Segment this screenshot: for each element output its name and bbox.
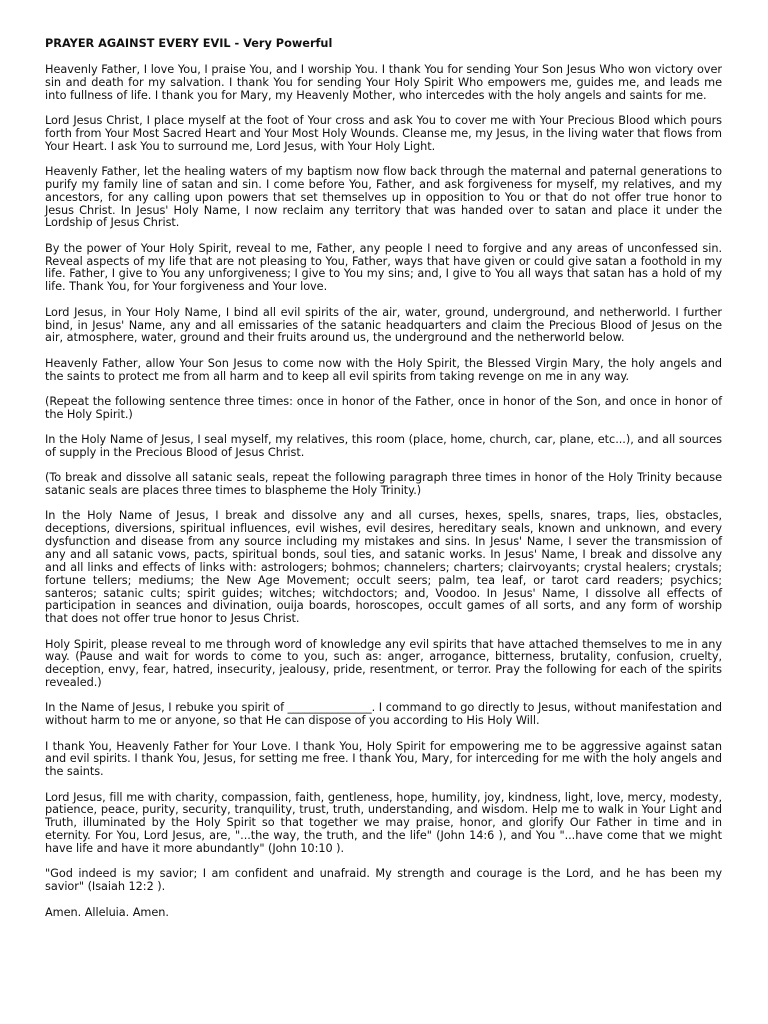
paragraph-instruction-repeat: (Repeat the following sentence three times: once in honor of the Father, once in honor of the Son, and once in honor of the Holy Spirit.)	[45, 394, 722, 421]
document-page	[45, 37, 722, 919]
paragraph-seal: In the Holy Name of Jesus, I seal myself, my relatives, this room (place, home, church, car, plane, etc...), and all sources of supply in the Precious Blood of Jesus Christ.	[45, 433, 722, 459]
paragraph-baptism-generations: Heavenly Father, let the healing waters of my baptism now flow back through the maternal and paternal generations to purify my family line of satan and sin. I come before You, Father, and ask forgiveness for myself, my relatives, and my ancestors, for any calling upon powers that set themselves up in opposition to You or that do not offer true honor to Jesus Christ. In Jesus' Holy Name, I now reclaim any territory that was handed over to satan and place it under the Lordship of Jesus Christ.	[45, 165, 722, 230]
paragraph-binding: Lord Jesus, in Your Holy Name, I bind all evil spirits of the air, water, ground, underground, and netherworld. I further bind, in Jesus' Name, any and all emissaries of the satanic headquarters and claim the Precious Blood of Jesus on the air, atmosphere, water, ground and their fruits around us, the underground and the netherworld below.	[45, 305, 722, 345]
paragraph-instruction-seals: (To break and dissolve all satanic seals, repeat the following paragraph three times in honor of the Holy Trinity because satanic seals are places three times to blaspheme the Holy Trinity.)	[45, 471, 722, 498]
paragraph-opening-praise: Heavenly Father, I love You, I praise You, and I worship You. I thank You for sending Your Son Jesus Who won victory over sin and death for my salvation. I thank You for sending Your Holy Spirit Who empowers me, guides me, and leads me into fullness of life. I thank you for Mary, my Heavenly Mother, who intercedes with the holy angels and saints for me.	[45, 63, 722, 102]
paragraph-scripture-quote: "God indeed is my savior; I am confident and unafraid. My strength and courage is the Lord, and he has been my savior" (Isaiah 12:2 ).	[45, 867, 722, 894]
paragraph-protection: Heavenly Father, allow Your Son Jesus to come now with the Holy Spirit, the Blessed Virgin Mary, the holy angels and the saints to protect me from all harm and to keep all evil spirits from taking revenge on me in any way.	[45, 356, 722, 383]
document-title: PRAYER AGAINST EVERY EVIL - Very Powerful	[45, 37, 333, 50]
paragraph-amen: Amen. Alleluia. Amen.	[45, 905, 169, 919]
paragraph-fill-me: Lord Jesus, fill me with charity, compassion, faith, gentleness, hope, humility, joy, kindness, light, love, mercy, modesty, patience, peace, purity, security, tranquility, trust, truth, understanding, and wisdom. Help me to walk in Your Light and Truth, illuminated by the Holy Spirit so that together we may praise, honor, and glorify Our Father in time and in eternity. For You, Lord Jesus, are, "...the way, the truth, and the life" (John 14:6 ), and You "...have come that we might have life and have it more abundantly" (John 10:10 ).	[45, 790, 722, 855]
paragraph-precious-blood: Lord Jesus Christ, I place myself at the foot of Your cross and ask You to cover me with Your Precious Blood which pours forth from Your Most Sacred Heart and Your Most Holy Wounds. Cleanse me, my Jesus, in the living water that flows from Your Heart. I ask You to surround me, Lord Jesus, with Your Holy Light.	[45, 114, 723, 153]
paragraph-reveal-spirits: Holy Spirit, please reveal to me through word of knowledge any evil spirits that have attached themselves to me in any way. (Pause and wait for words to come to you, such as: anger, arrogance, bitterness, brutality, confusion, cruelty, deception, envy, fear, hatred, insecurity, jealousy, pride, resentment, or terror. Pray the following for each of the spirits revealed.)	[45, 637, 722, 690]
paragraph-thanksgiving: I thank You, Heavenly Father for Your Love. I thank You, Holy Spirit for empowering me to be aggressive against satan and evil spirits. I thank You, Jesus, for setting me free. I thank You, Mary, for interceding for me with the holy angels and the saints.	[45, 739, 722, 779]
paragraph-break-curses: In the Holy Name of Jesus, I break and dissolve any and all curses, hexes, spells, snares, traps, lies, obstacles, deceptions, diversions, spiritual influences, evil wishes, evil desires, hereditary seals, known and unknown, and every dysfunction and disease from any source including my mistakes and sins. In Jesus' Name, I sever the transmission of any and all satanic vows, pacts, spiritual bonds, soul ties, and satanic works. In Jesus' Name, I break and dissolve any and all links and effects of links with: astrologers; bohmos; channelers; charters; clairvoyants; crystal healers; crystals; fortune tellers; mediums; the New Age Movement; occult seers; palm, tea leaf, or tarot card readers; psychics; santeros; satanic cults; spirit guides; witches; witchdoctors; and, Voodoo. In Jesus' Name, I dissolve all effects of participation in seances and divination, ouija boards, horoscopes, occult games of all sorts, and any form of worship that does not offer true honor to Jesus Christ.	[45, 509, 722, 626]
paragraph-forgiveness: By the power of Your Holy Spirit, reveal to me, Father, any people I need to forgive and any areas of unconfessed sin. Reveal aspects of my life that are not pleasing to You, Father, ways that have given or could give satan a foothold in my life. Father, I give to You any unforgiveness; I give to You my sins; and, I give to You all ways that satan has a hold of my life. Thank You, for Your forgiveness and Your love.	[45, 241, 722, 294]
paragraph-rebuke: In the Name of Jesus, I rebuke you spirit of _______________. I command to go directly to Jesus, without manifestation and without harm to me or anyone, so that He can dispose of you according to His Holy Will.	[45, 701, 722, 728]
